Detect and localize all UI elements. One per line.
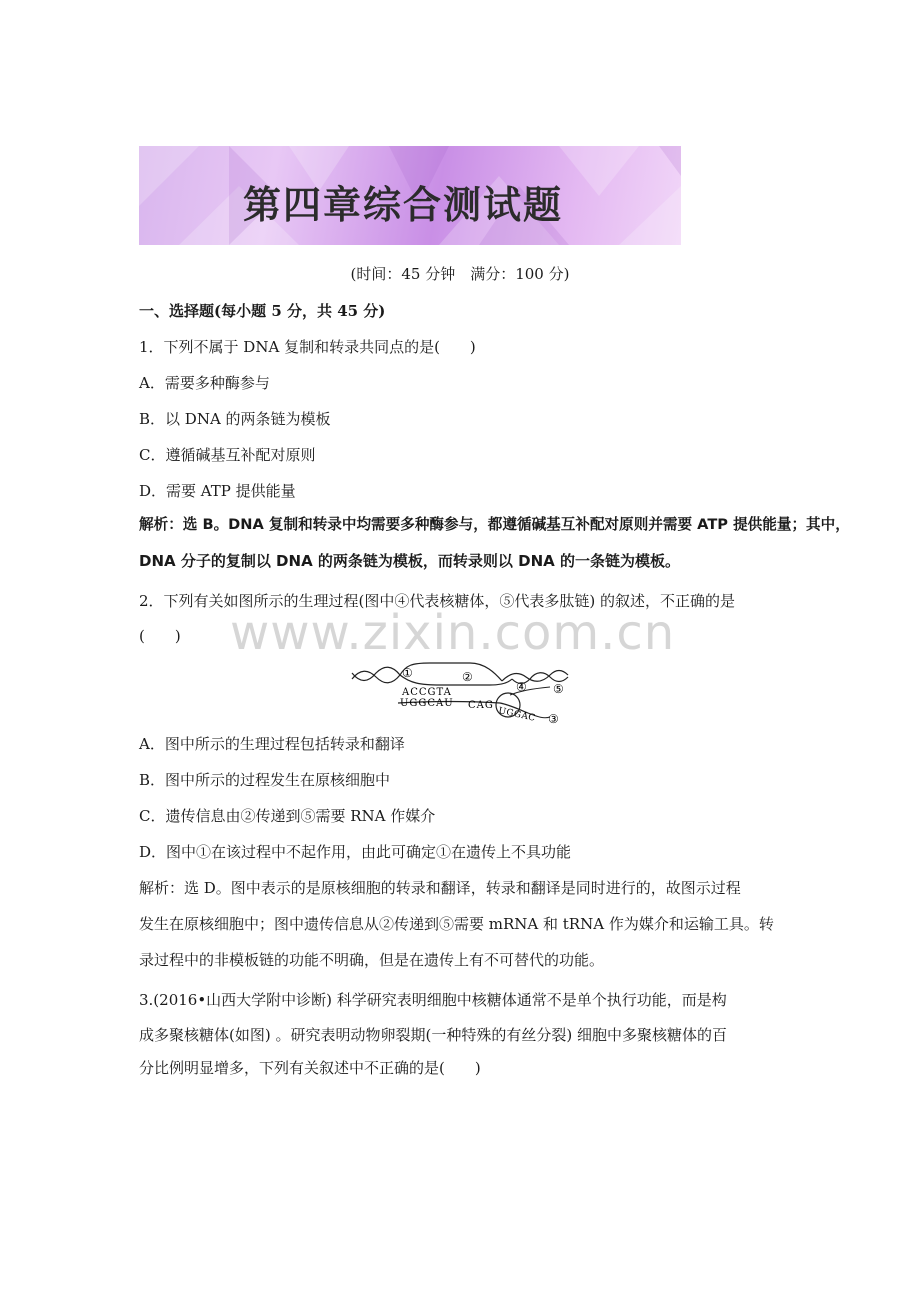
seq-mrna-2: CAG [468, 700, 494, 711]
time-info: (时间：45 分钟 满分：100 分) [350, 265, 570, 283]
label-2: ② [462, 670, 473, 684]
q1-option-c: C．遵循碱基互补配对原则 [139, 446, 316, 464]
title-banner [139, 146, 681, 245]
q3-stem-line3: 分比例明显增多，下列有关叙述中不正确的是( ) [139, 1059, 481, 1077]
seq-mrna-1: UGGCAU [400, 698, 454, 709]
watermark: www.zixin.com.cn [230, 605, 676, 661]
q2-analysis-line2: 发生在原核细胞中；图中遗传信息从②传递到⑤需要 mRNA 和 tRNA 作为媒介和运输工具。转 [139, 915, 774, 933]
q3-stem-line1: 3.(2016•山西大学附中诊断) 科学研究表明细胞中核糖体通常不是单个执行功能，而是构 [139, 991, 727, 1009]
q2-analysis-line3: 录过程中的非模板链的功能不明确，但是在遗传上有不可替代的功能。 [139, 951, 605, 969]
q2-option-d: D．图中①在该过程中不起作用，由此可确定①在遗传上不具功能 [139, 843, 572, 861]
q1-analysis-line2: DNA 分子的复制以 DNA 的两条链为模板，而转录则以 DNA 的一条链为模板。 [139, 552, 680, 570]
label-1: ① [402, 666, 413, 680]
seq-mrna-3: UGGAC [497, 706, 537, 724]
q2-option-c: C．遗传信息由②传递到⑤需要 RNA 作媒介 [139, 807, 436, 825]
q1-option-d: D．需要 ATP 提供能量 [139, 482, 296, 500]
q1-option-b: B．以 DNA 的两条链为模板 [139, 410, 331, 428]
seq-dna-template: ACCGTA [402, 687, 452, 698]
q1-stem: 1．下列不属于 DNA 复制和转录共同点的是( ) [139, 338, 476, 356]
label-4: ④ [516, 680, 527, 694]
q3-stem-line2: 成多聚核糖体(如图) 。研究表明动物卵裂期(一种特殊的有丝分裂) 细胞中多聚核糖体的百 [139, 1026, 727, 1044]
page-title: 第四章综合测试题 [243, 183, 564, 227]
section-heading: 一、选择题(每小题 5 分，共 45 分) [139, 302, 386, 320]
label-5: ⑤ [553, 682, 564, 696]
q2-stem-line2: ( ) [139, 627, 181, 645]
q2-option-a: A．图中所示的生理过程包括转录和翻译 [139, 735, 405, 753]
q1-analysis-line1: 解析：选 B。DNA 复制和转录中均需要多种酶参与，都遵循碱基互补配对原则并需要 ATP 提供能量；其中， [139, 516, 850, 533]
label-3: ③ [548, 712, 559, 726]
q1-option-a: A．需要多种酶参与 [139, 374, 270, 392]
q2-option-b: B．图中所示的过程发生在原核细胞中 [139, 771, 391, 789]
q2-analysis-line1: 解析：选 D。图中表示的是原核细胞的转录和翻译，转录和翻译是同时进行的，故图示过程 [139, 879, 741, 897]
transcription-translation-diagram [350, 651, 580, 729]
q2-stem-line1: 2．下列有关如图所示的生理过程(图中④代表核糖体，⑤代表多肽链) 的叙述，不正确的是 [139, 592, 736, 610]
